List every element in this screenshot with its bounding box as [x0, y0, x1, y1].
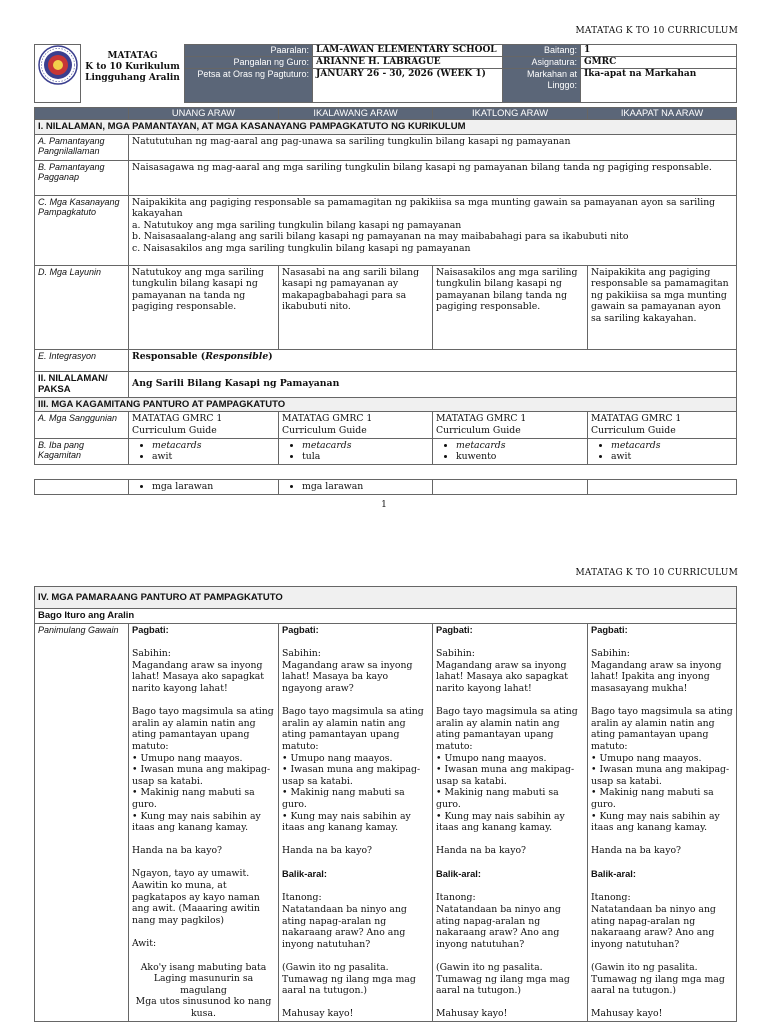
integration-text-start: Responsable ( — [132, 350, 206, 362]
content-standard-text: Natututuhan ng mag-aaral ang pag-unawa sa sariling tungkulin bilang kasapi ng pamayanan — [129, 134, 737, 160]
competencies-text: Naipakikita ang pagiging responsable sa pamamagitan ng pakikiisa sa mga munting gawain sa pamayanan ayon sa sariling kakayahan a. Natutukoy ang mga sariling tungkulin bilang kasapi ng pamayanan b. Naisasaalang-alang ang sarili bilang kasapi ng pamayanan na may maibabahagi para sa ikabubuti nito c. Naisasakilos ang mga sariling tungkulin bilang kasapi ng pamayanan — [129, 195, 737, 265]
topic-text: Ang Sarili Bilang Kasapi ng Pamayanan — [129, 371, 737, 397]
material-item: • awit — [611, 451, 733, 463]
greeting-heading: Pagbati: — [436, 624, 473, 635]
date-label: Petsa at Oras ng Pagtuturo: — [185, 69, 313, 103]
intro-day-3 — [433, 623, 588, 1021]
running-header: MATATAG K TO 10 CURRICULUM — [575, 26, 738, 36]
lesson-table — [34, 107, 737, 465]
title-line-3: Lingguhang Aralin — [85, 72, 180, 83]
review-heading: Balik-aral: — [591, 868, 636, 879]
quarter-label: Markahan at Linggo: — [503, 69, 581, 103]
section-4-subtitle: Bago Ituro ang Aralin — [35, 609, 737, 624]
song-lyrics: Ako'y isang mabuting bata Laging masunurin sa magulang Mga utos sinusunod ko nang kusa. — [135, 961, 272, 1019]
quarter-value: Ika-apat na Markahan — [581, 69, 737, 103]
references-label: A. Mga Sanggunian — [35, 412, 129, 438]
section-1-title: I. NILALAMAN, MGA PAMANTAYAN, AT MGA KASANAYANG PAMPAGKATUTO NG KURIKULUM — [35, 120, 737, 135]
day-header-1: UNANG ARAW — [129, 108, 279, 120]
extra-day-1 — [129, 480, 279, 495]
reference-day-3: MATATAG GMRC 1 Curriculum Guide — [433, 412, 588, 438]
extra-day-4 — [588, 480, 737, 495]
day-header-4: IKAAPAT NA ARAW — [588, 108, 737, 120]
intro-day-2-body: Sabihin: Magandang araw sa inyong lahat! Masaya ba kayo ngayong araw? Bago tayo magsimula sa ating aralin ay alamin natin ang ating pamantayan upang matuto: • Umupo nang maayos. • Iwasan muna ang makipag-usap sa katabi. • Makinig nang mabuti sa guro. • Kung may nais sabihin ay itaas ang kanang kamay. Handa na ba kayo? — [282, 648, 424, 857]
greeting-heading: Pagbati: — [282, 624, 319, 635]
intro-day-4 — [588, 623, 737, 1021]
materials-day-2 — [279, 438, 433, 464]
intro-day-3-body: Sabihin: Magandang araw sa inyong lahat! Masaya ako sapagkat narito kayong lahat! Bago tayo magsimula sa ating aralin ay alamin natin ang ating pamantayan upang matuto: • Umupo nang maayos. • Iwasan muna ang makipag-usap sa katabi. • Makinig nang mabuti sa guro. • Kung may nais sabihin ay itaas ang kanang kamay. Handa na ba kayo? — [436, 648, 578, 857]
intro-day-2 — [279, 623, 433, 1021]
materials-day-3 — [433, 438, 588, 464]
objective-day-2: Nasasabi na ang sarili bilang kasapi ng pamayanan ay makapagbabahagi para sa ikabubuti nito. — [279, 265, 433, 349]
header-info-table — [34, 44, 737, 103]
integration-text-italic: Responsible — [205, 350, 269, 362]
material-item: • mga larawan — [152, 481, 275, 493]
running-header: MATATAG K TO 10 CURRICULUM — [575, 568, 738, 578]
page-number: 1 — [381, 500, 387, 510]
extra-day-3 — [433, 480, 588, 495]
page-2 — [0, 560, 768, 1024]
procedures-table — [34, 586, 737, 1022]
integration-text-end: ) — [268, 350, 273, 362]
greeting-heading: Pagbati: — [591, 624, 628, 635]
section-4-title: IV. MGA PAMARAANG PANTURO AT PAMPAGKATUTO — [35, 587, 737, 609]
content-standard-label: A. Pamantayang Pangnilallaman — [35, 134, 129, 160]
materials-day-4 — [588, 438, 737, 464]
title-line-2: K to 10 Kurikulum — [85, 61, 180, 72]
objective-day-3: Naisasakilos ang mga sariling tungkulin bilang kasapi ng pamayanan bilang tanda ng pagiging responsable. — [433, 265, 588, 349]
material-item: • metacards — [302, 440, 429, 452]
section-3-title: III. MGA KAGAMITANG PANTURO AT PAMPAGKATUTO — [35, 397, 737, 412]
extra-blank — [35, 480, 129, 495]
materials-day-1 — [129, 438, 279, 464]
material-item: • metacards — [456, 440, 584, 452]
material-item: • mga larawan — [302, 481, 429, 493]
performance-standard-text: Naisasagawa ng mag-aaral ang mga sariling tungkulin bilang kasapi ng pamayanan bilang tanda ng pagiging responsable. — [129, 160, 737, 195]
title-block — [81, 45, 185, 103]
intro-activity-label: Panimulang Gawain — [35, 623, 129, 1021]
intro-day-2-review: Itanong: Natatandaan ba ninyo ang ating napag-aralan ng nakaraang araw? Ano ang inyong natutuhan? (Gawin ito ng pasalita. Tumawag ng ilang mga mag aaral na tutugon.) Mahusay kayo! — [282, 892, 416, 1020]
day-header-2: IKALAWANG ARAW — [279, 108, 433, 120]
objective-day-4: Naipakikita ang pagiging responsable sa pamamagitan ng pakikiisa sa mga munting gawain sa pamayanan ayon sa sariling kakayahan. — [588, 265, 737, 349]
intro-day-4-review: Itanong: Natatandaan ba ninyo ang ating napag-aralan ng nakaraang araw? Ano ang inyong natutuhan? (Gawin ito ng pasalita. Tumawag ng ilang mga mag aaral na tutugon.) Mahusay kayo! — [591, 892, 725, 1020]
materials-extra-table — [34, 479, 737, 495]
intro-day-1 — [129, 623, 279, 1021]
title-line-1: MATATAG — [107, 50, 158, 61]
reference-day-1: MATATAG GMRC 1 Curriculum Guide — [129, 412, 279, 438]
school-label: Paaralan: — [185, 45, 313, 57]
grade-label: Baitang: — [503, 45, 581, 57]
intro-day-3-review: Itanong: Natatandaan ba ninyo ang ating napag-aralan ng nakaraang araw? Ano ang inyong natutuhan? (Gawin ito ng pasalita. Tumawag ng ilang mga mag aaral na tutugon.) Mahusay kayo! — [436, 892, 570, 1020]
page-gap — [0, 520, 768, 560]
material-item: • metacards — [152, 440, 275, 452]
day-header-3: IKATLONG ARAW — [433, 108, 588, 120]
other-materials-label: B. Iba pang Kagamitan — [35, 438, 129, 464]
teacher-label: Pangalan ng Guro: — [185, 57, 313, 69]
objective-day-1: Natutukoy ang mga sariling tungkulin bilang kasapi ng pamayanan na tanda ng pagiging responsable. — [129, 265, 279, 349]
review-heading: Balik-aral: — [436, 868, 481, 879]
material-item: • awit — [152, 451, 275, 463]
school-value: LAM-AWAN ELEMENTARY SCHOOL — [313, 45, 503, 57]
reference-day-2: MATATAG GMRC 1 Curriculum Guide — [279, 412, 433, 438]
greeting-heading: Pagbati: — [132, 624, 169, 635]
date-value: JANUARY 26 - 30, 2026 (WEEK 1) — [313, 69, 503, 103]
intro-day-4-body: Sabihin: Magandang araw sa inyong lahat! Ipakita ang inyong masasayang mukha! Bago tayo magsimula sa ating aralin ay alamin natin ang ating pamantayan upang matuto: • Umupo nang maayos. • Iwasan muna ang makipag-usap sa katabi. • Makinig nang mabuti sa guro. • Kung may nais sabihin ay itaas ang kanang kamay. Handa na ba kayo? — [591, 648, 733, 857]
objectives-label: D. Mga Layunin — [35, 265, 129, 349]
intro-day-1-body: Sabihin: Magandang araw sa inyong lahat! Masaya ako sapagkat narito kayong lahat! Bago tayo magsimula sa ating aralin ay alamin natin ang ating pamantayan upang matuto: • Umupo nang maayos. • Iwasan muna ang makipag-usap sa katabi. • Makinig nang mabuti sa guro. • Kung may nais sabihin ay itaas ang kanang kamay. Handa na ba kayo? Ngayon, tayo ay umawit. Aawitin ko muna, at pagkatapos ay kayo naman ang awit. (Maaaring awitin nang may pagkilos) Awit: — [132, 648, 274, 950]
competencies-label: C. Mga Kasanayang Pampagkatuto — [35, 195, 129, 265]
teacher-value: ARIANNE H. LABRAGUE — [313, 57, 503, 69]
grade-value: 1 — [581, 45, 737, 57]
subject-value: GMRC — [581, 57, 737, 69]
day-header-blank — [35, 108, 129, 120]
reference-day-4: MATATAG GMRC 1 Curriculum Guide — [588, 412, 737, 438]
deped-seal-icon — [38, 45, 78, 85]
integration-text — [129, 349, 737, 371]
review-heading: Balik-aral: — [282, 868, 327, 879]
integration-label: E. Integrasyon — [35, 349, 129, 371]
material-item: • tula — [302, 451, 429, 463]
subject-label: Asignatura: — [503, 57, 581, 69]
extra-day-2 — [279, 480, 433, 495]
performance-standard-label: B. Pamantayang Pagganap — [35, 160, 129, 195]
logo-cell — [35, 45, 81, 103]
material-item: • metacards — [611, 440, 733, 452]
material-item: • kuwento — [456, 451, 584, 463]
section-2-title: II. NILALAMAN/ PAKSA — [35, 371, 129, 397]
